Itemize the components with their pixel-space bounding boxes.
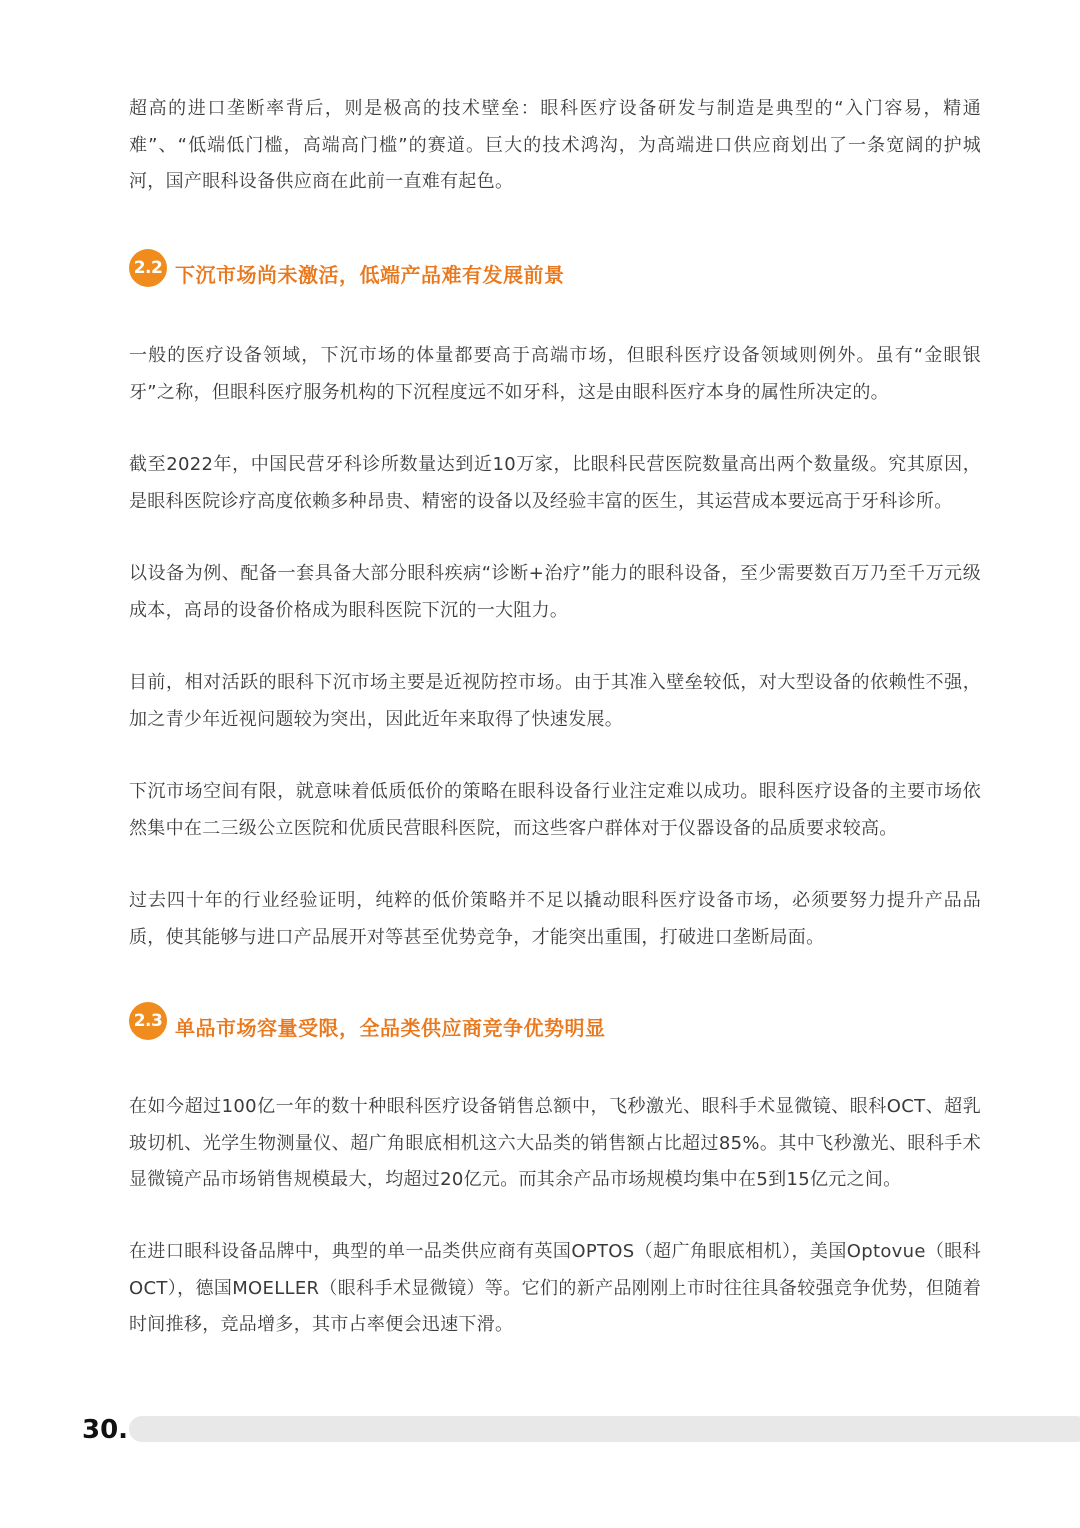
body-paragraph: 截至2022年，中国民营牙科诊所数量达到近10万家，比眼科民营医院数量高出两个数量级。究其原因，是眼科医院诊疗高度依赖多种昂贵、精密的设备以及经验丰富的医生，其运营成本要远高于牙科诊所。 [129,454,981,512]
section-heading-2-3 [129,1002,829,1046]
body-paragraph: 在如今超过100亿一年的数十种眼科医疗设备销售总额中，飞秒激光、眼科手术显微镜、眼科OCT、超乳玻切机、光学生物测量仪、超广角眼底相机这六大品类的销售额占比超过85%。其中飞秒激光、眼科手术显微镜产品市场销售规模最大，均超过20亿元。而其余产品市场规模均集中在5到15亿元之间。 [129,1096,981,1190]
body-paragraph: 以设备为例、配备一套具备大部分眼科疾病“诊断+治疗”能力的眼科设备，至少需要数百万乃至千万元级成本，高昂的设备价格成为眼科医院下沉的一大阻力。 [129,563,981,621]
body-paragraph: 目前，相对活跃的眼科下沉市场主要是近视防控市场。由于其准入壁垒较低，对大型设备的依赖性不强，加之青少年近视问题较为突出，因此近年来取得了快速发展。 [129,672,981,730]
body-paragraph: 过去四十年的行业经验证明，纯粹的低价策略并不足以撬动眼科医疗设备市场，必须要努力提升产品品质，使其能够与进口产品展开对等甚至优势竞争，才能突出重围，打破进口垄断局面。 [129,890,981,948]
section-number-badge: 2.3 [129,1002,167,1040]
body-paragraph: 在进口眼科设备品牌中，典型的单一品类供应商有英国OPTOS（超广角眼底相机），美国Optovue（眼科OCT），德国MOELLER（眼科手术显微镜）等。它们的新产品刚刚上市时往往具备较强竞争优势，但随着时间推移，竞品增多，其市占率便会迅速下滑。 [129,1241,981,1335]
section-heading-2-2 [129,249,829,293]
intro-paragraph: 超高的进口垄断率背后，则是极高的技术壁垒：眼科医疗设备研发与制造是典型的“入门容易，精通难”、“低端低门槛，高端高门槛”的赛道。巨大的技术鸿沟，为高端进口供应商划出了一条宽阔的护城河，国产眼科设备供应商在此前一直难有起色。 [129,98,981,192]
page-number: 30. [82,1415,129,1445]
body-paragraph: 下沉市场空间有限，就意味着低质低价的策略在眼科设备行业注定难以成功。眼科医疗设备的主要市场依然集中在二三级公立医院和优质民营眼科医院，而这些客户群体对于仪器设备的品质要求较高。 [129,781,981,839]
section-number-badge: 2.2 [129,249,167,287]
footer-bar [129,1416,1080,1442]
section-title: 单品市场容量受限，全品类供应商竞争优势明显 [175,1016,606,1040]
body-paragraph: 一般的医疗设备领域，下沉市场的体量都要高于高端市场，但眼科医疗设备领域则例外。虽有“金眼银牙”之称，但眼科医疗服务机构的下沉程度远不如牙科，这是由眼科医疗本身的属性所决定的。 [129,345,981,403]
section-title: 下沉市场尚未激活，低端产品难有发展前景 [175,263,565,287]
